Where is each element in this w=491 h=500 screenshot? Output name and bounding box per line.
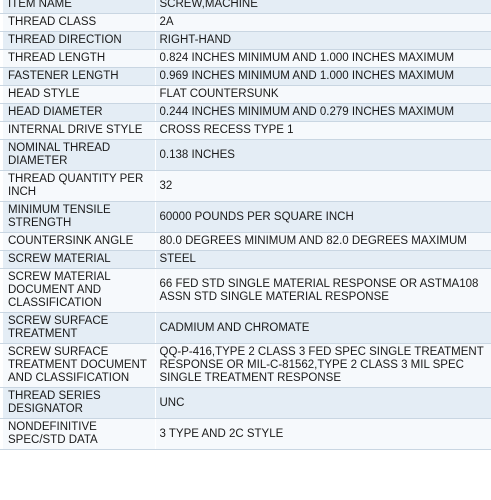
- characteristic-value: 0.824 INCHES MINIMUM AND 1.000 INCHES MAXIMUM: [155, 50, 491, 68]
- characteristic-value: RIGHT-HAND: [155, 32, 491, 50]
- characteristic-name: ITEM NAME: [3, 0, 155, 14]
- table-row: [0, 122, 491, 140]
- table-row: [0, 104, 491, 122]
- characteristic-name: MINIMUM TENSILE STRENGTH: [3, 202, 155, 233]
- characteristic-value: CADMIUM AND CHROMATE: [155, 313, 491, 344]
- characteristic-value: 32: [155, 171, 491, 202]
- characteristic-value: 0.244 INCHES MINIMUM AND 0.279 INCHES MAXIMUM: [155, 104, 491, 122]
- characteristic-value: 60000 POUNDS PER SQUARE INCH: [155, 202, 491, 233]
- table-row: [0, 344, 491, 388]
- table-row: [0, 419, 491, 450]
- table-row: [0, 68, 491, 86]
- characteristic-name: SCREW SURFACE TREATMENT DOCUMENT AND CLASSIFICATION: [3, 344, 155, 388]
- characteristic-name: THREAD SERIES DESIGNATOR: [3, 388, 155, 419]
- characteristic-value: 0.138 INCHES: [155, 140, 491, 171]
- table-row: [0, 0, 491, 14]
- characteristic-name: FASTENER LENGTH: [3, 68, 155, 86]
- characteristic-value: 80.0 DEGREES MINIMUM AND 82.0 DEGREES MAXIMUM: [155, 233, 491, 251]
- characteristic-value: 3 TYPE AND 2C STYLE: [155, 419, 491, 450]
- table-row: [0, 233, 491, 251]
- characteristic-name: SCREW MATERIAL DOCUMENT AND CLASSIFICATION: [3, 269, 155, 313]
- table-row: [0, 202, 491, 233]
- table-row: [0, 14, 491, 32]
- table-row: [0, 86, 491, 104]
- characteristic-name: HEAD STYLE: [3, 86, 155, 104]
- table-row: [0, 269, 491, 313]
- characteristic-value: 0.969 INCHES MINIMUM AND 1.000 INCHES MAXIMUM: [155, 68, 491, 86]
- characteristic-name: THREAD DIRECTION: [3, 32, 155, 50]
- characteristic-value: 2A: [155, 14, 491, 32]
- table-row: [0, 32, 491, 50]
- table-row: [0, 251, 491, 269]
- characteristic-value: 66 FED STD SINGLE MATERIAL RESPONSE OR ASTMA108 ASSN STD SINGLE MATERIAL RESPONSE: [155, 269, 491, 313]
- characteristic-value: SCREW,MACHINE: [155, 0, 491, 14]
- characteristic-name: THREAD QUANTITY PER INCH: [3, 171, 155, 202]
- characteristic-name: COUNTERSINK ANGLE: [3, 233, 155, 251]
- table-row: [0, 171, 491, 202]
- characteristic-name: INTERNAL DRIVE STYLE: [3, 122, 155, 140]
- characteristic-value: CROSS RECESS TYPE 1: [155, 122, 491, 140]
- characteristic-name: THREAD CLASS: [3, 14, 155, 32]
- characteristic-value: UNC: [155, 388, 491, 419]
- characteristic-name: SCREW MATERIAL: [3, 251, 155, 269]
- characteristic-value: QQ-P-416,TYPE 2 CLASS 3 FED SPEC SINGLE TREATMENT RESPONSE OR MIL-C-81562,TYPE 2 CLASS 3 MIL SPEC SINGLE TREATMENT RESPONSE: [155, 344, 491, 388]
- characteristic-value: STEEL: [155, 251, 491, 269]
- characteristic-name: HEAD DIAMETER: [3, 104, 155, 122]
- table-row: [0, 388, 491, 419]
- characteristic-value: FLAT COUNTERSUNK: [155, 86, 491, 104]
- characteristic-name: NOMINAL THREAD DIAMETER: [3, 140, 155, 171]
- characteristic-name: THREAD LENGTH: [3, 50, 155, 68]
- characteristic-name: SCREW SURFACE TREATMENT: [3, 313, 155, 344]
- table-row: [0, 140, 491, 171]
- table-row: [0, 50, 491, 68]
- table-row: [0, 313, 491, 344]
- characteristic-name: NONDEFINITIVE SPEC/STD DATA: [3, 419, 155, 450]
